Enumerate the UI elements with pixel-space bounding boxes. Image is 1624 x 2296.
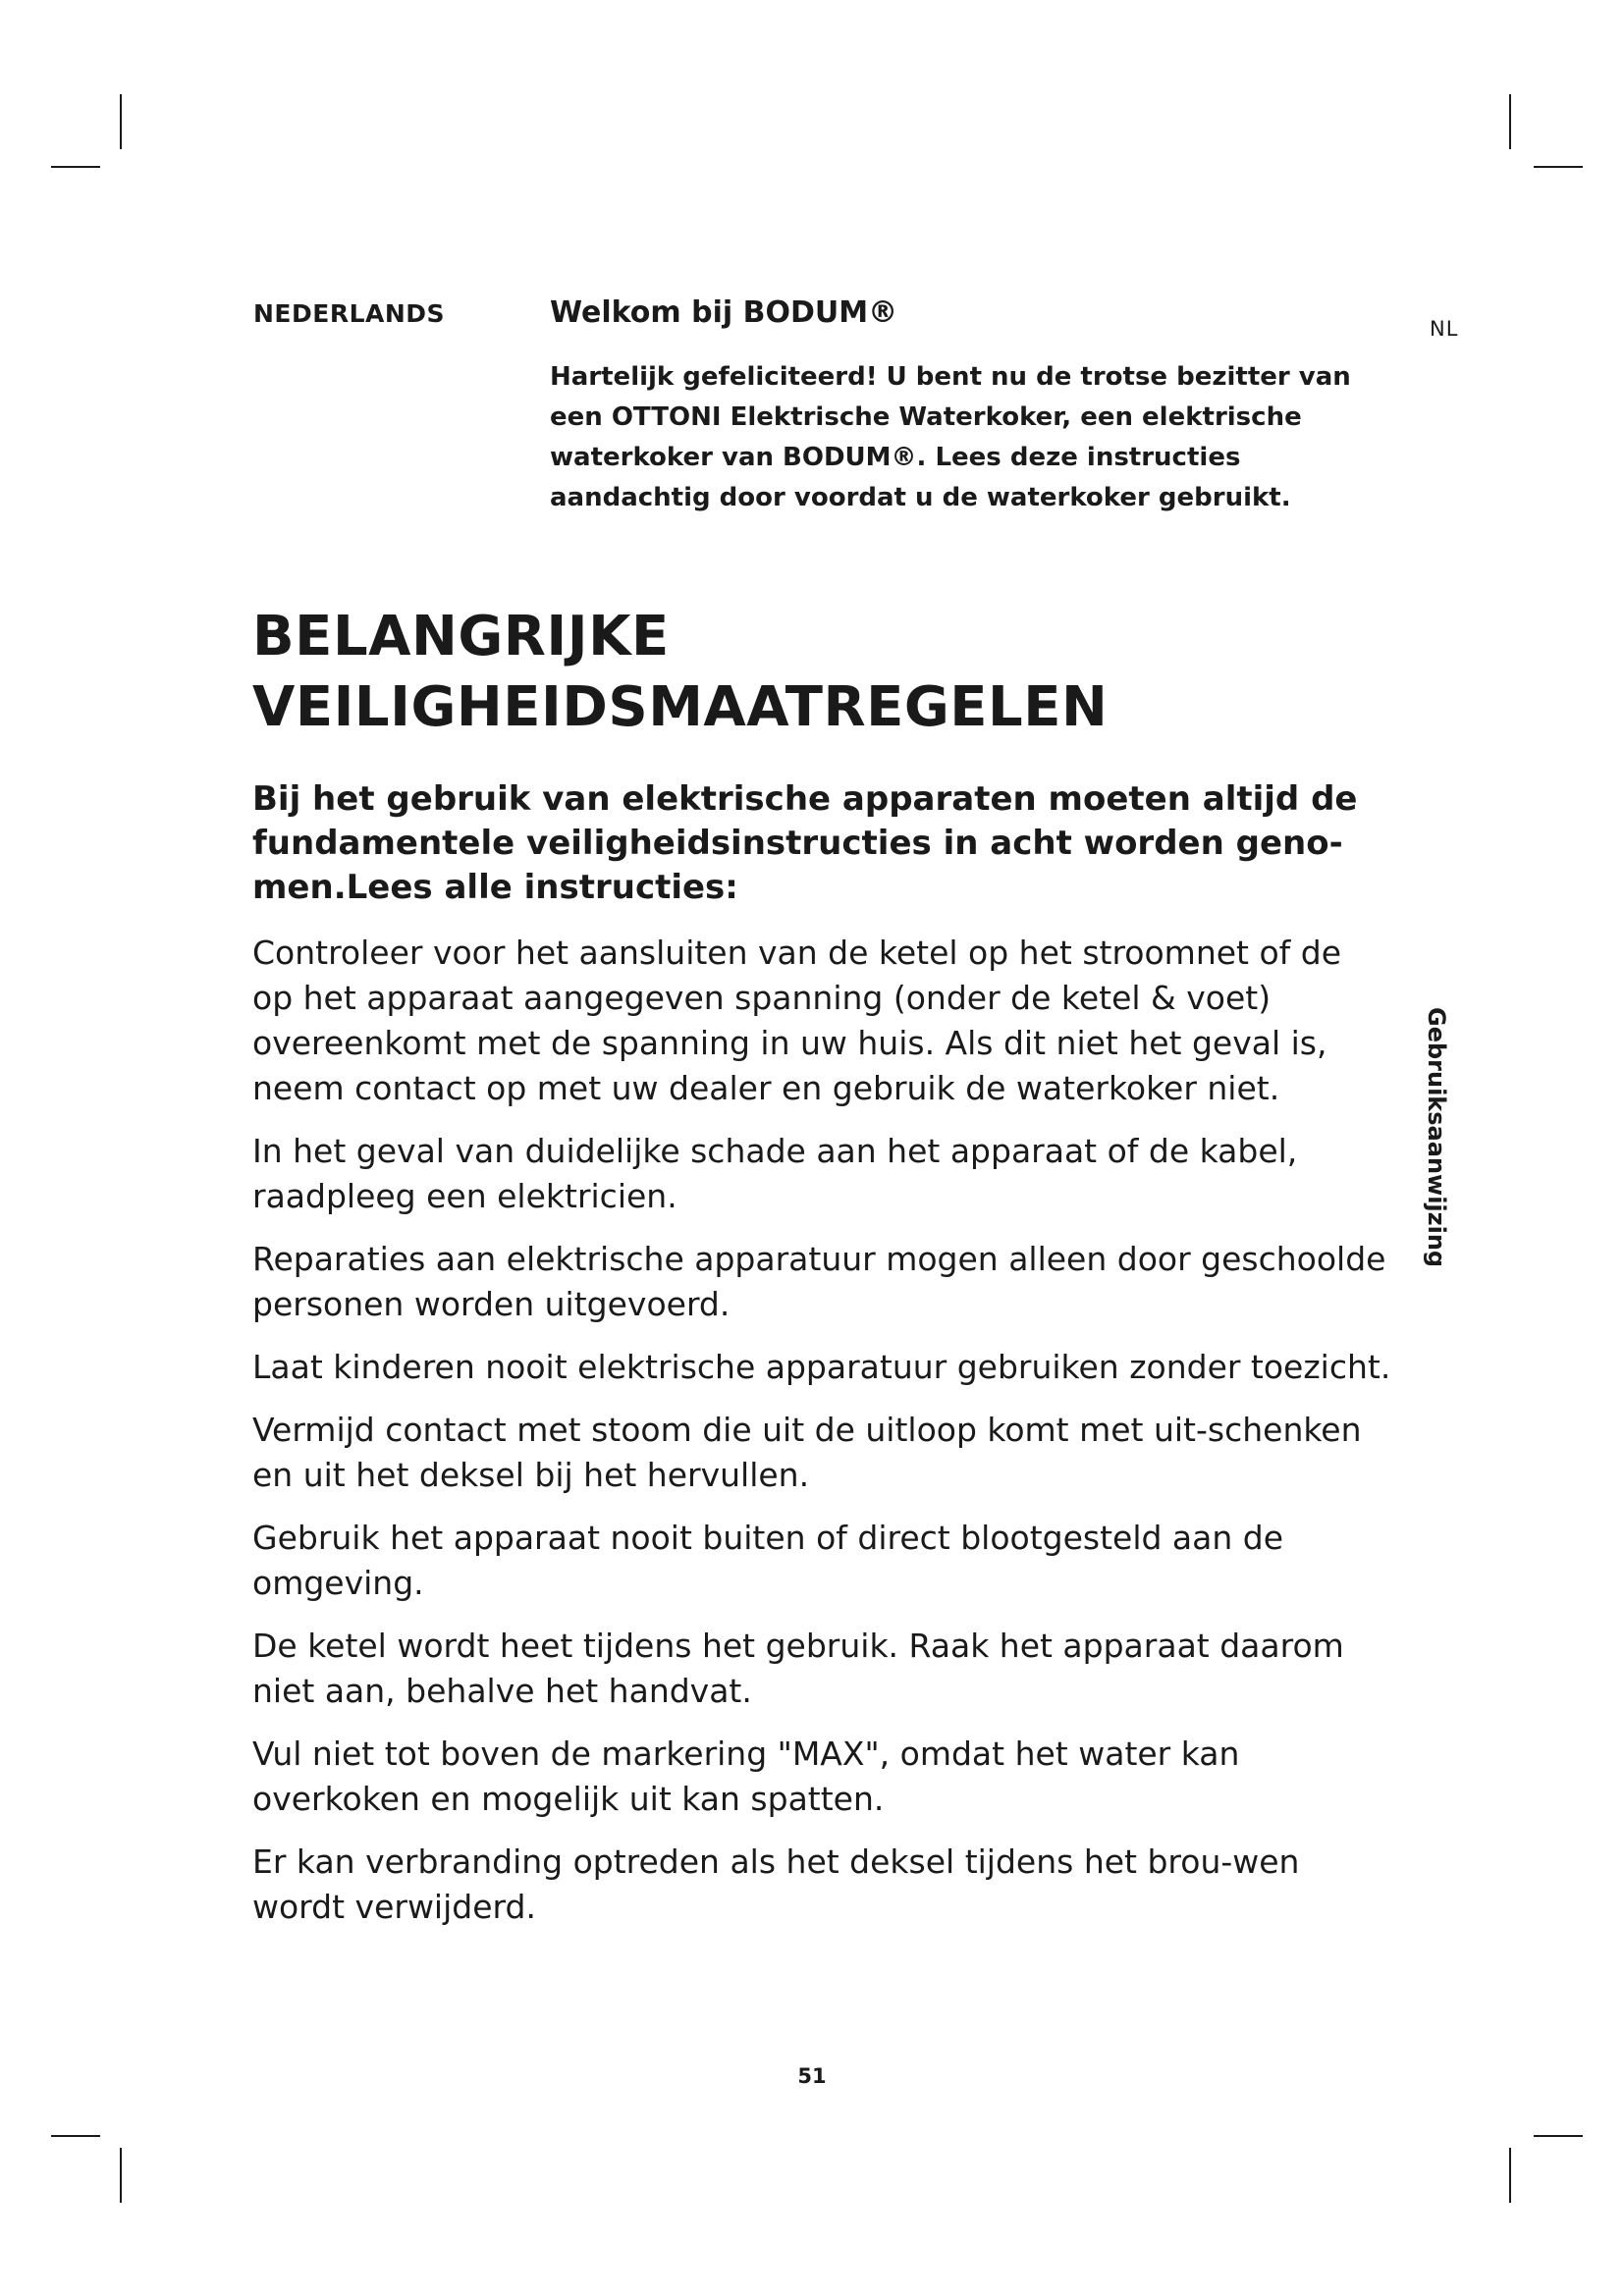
section-lead: Bij het gebruik van elektrische apparaten moeten altijd de fundamentele veiligheidsinstructies in acht worden geno-men.Lees alle instructies:: [252, 779, 1358, 907]
crop-mark-top-left-vertical: [120, 94, 122, 149]
language-code: NL: [1430, 317, 1459, 341]
crop-mark-top-left-horizontal: [51, 166, 100, 168]
crop-mark-bottom-right-horizontal: [1534, 2135, 1583, 2137]
safety-instruction-item: Controleer voor het aansluiten van de ketel op het stroomnet of de op het apparaat aangegeven spanning (onder de ketel & voet) overeenkomt met de spanning in uw huis. Als dit niet het geval is, neem contact op met uw dealer en gebruik de waterkoker niet.: [252, 934, 1342, 1107]
safety-instruction-item: Vermijd contact met stoom die uit de uitloop komt met uit-schenken en uit het deksel bij het hervullen.: [252, 1411, 1362, 1494]
safety-instruction-item: Er kan verbranding optreden als het deksel tijdens het brou-wen wordt verwijderd.: [252, 1842, 1300, 1926]
crop-mark-top-right-vertical: [1509, 94, 1511, 149]
language-label: NEDERLANDS: [253, 299, 446, 328]
crop-mark-bottom-right-vertical: [1509, 2148, 1511, 2203]
safety-instruction-item: De ketel wordt heet tijdens het gebruik. Raak het apparaat daarom niet aan, behalve het handvat.: [252, 1627, 1344, 1710]
welcome-title: Welkom bij BODUM®: [550, 295, 898, 330]
crop-mark-bottom-left-horizontal: [51, 2135, 100, 2137]
safety-instruction-item: Laat kinderen nooit elektrische apparatuur gebruiken zonder toezicht.: [252, 1348, 1391, 1386]
safety-instruction-item: Gebruik het apparaat nooit buiten of direct blootgesteld aan de omgeving.: [252, 1519, 1284, 1602]
section-title: BELANGRIJKE VEILIGHEIDSMAATREGELEN: [252, 605, 1109, 739]
crop-mark-bottom-left-vertical: [120, 2148, 122, 2203]
page-number: 51: [797, 2064, 827, 2088]
side-tab-label: Gebruiksaanwijzing: [1423, 1007, 1450, 1268]
safety-instruction-item: Reparaties aan elektrische apparatuur mogen alleen door geschoolde personen worden uitgevoerd.: [252, 1240, 1386, 1323]
safety-instruction-item: Vul niet tot boven de markering "MAX", omdat het water kan overkoken en mogelijk uit kan spatten.: [252, 1735, 1240, 1818]
intro-paragraph: Hartelijk gefeliciteerd! U bent nu de trotse bezitter van een OTTONI Elektrische Waterkoker, een elektrische waterkoker van BODUM®. Lees deze instructies aandachtig door voordat u de waterkoker gebruikt.: [550, 362, 1351, 512]
safety-instructions-list: [252, 931, 1391, 1948]
safety-instruction-item: In het geval van duidelijke schade aan het apparaat of de kabel, raadpleeg een elektricien.: [252, 1132, 1298, 1215]
crop-mark-top-right-horizontal: [1534, 166, 1583, 168]
